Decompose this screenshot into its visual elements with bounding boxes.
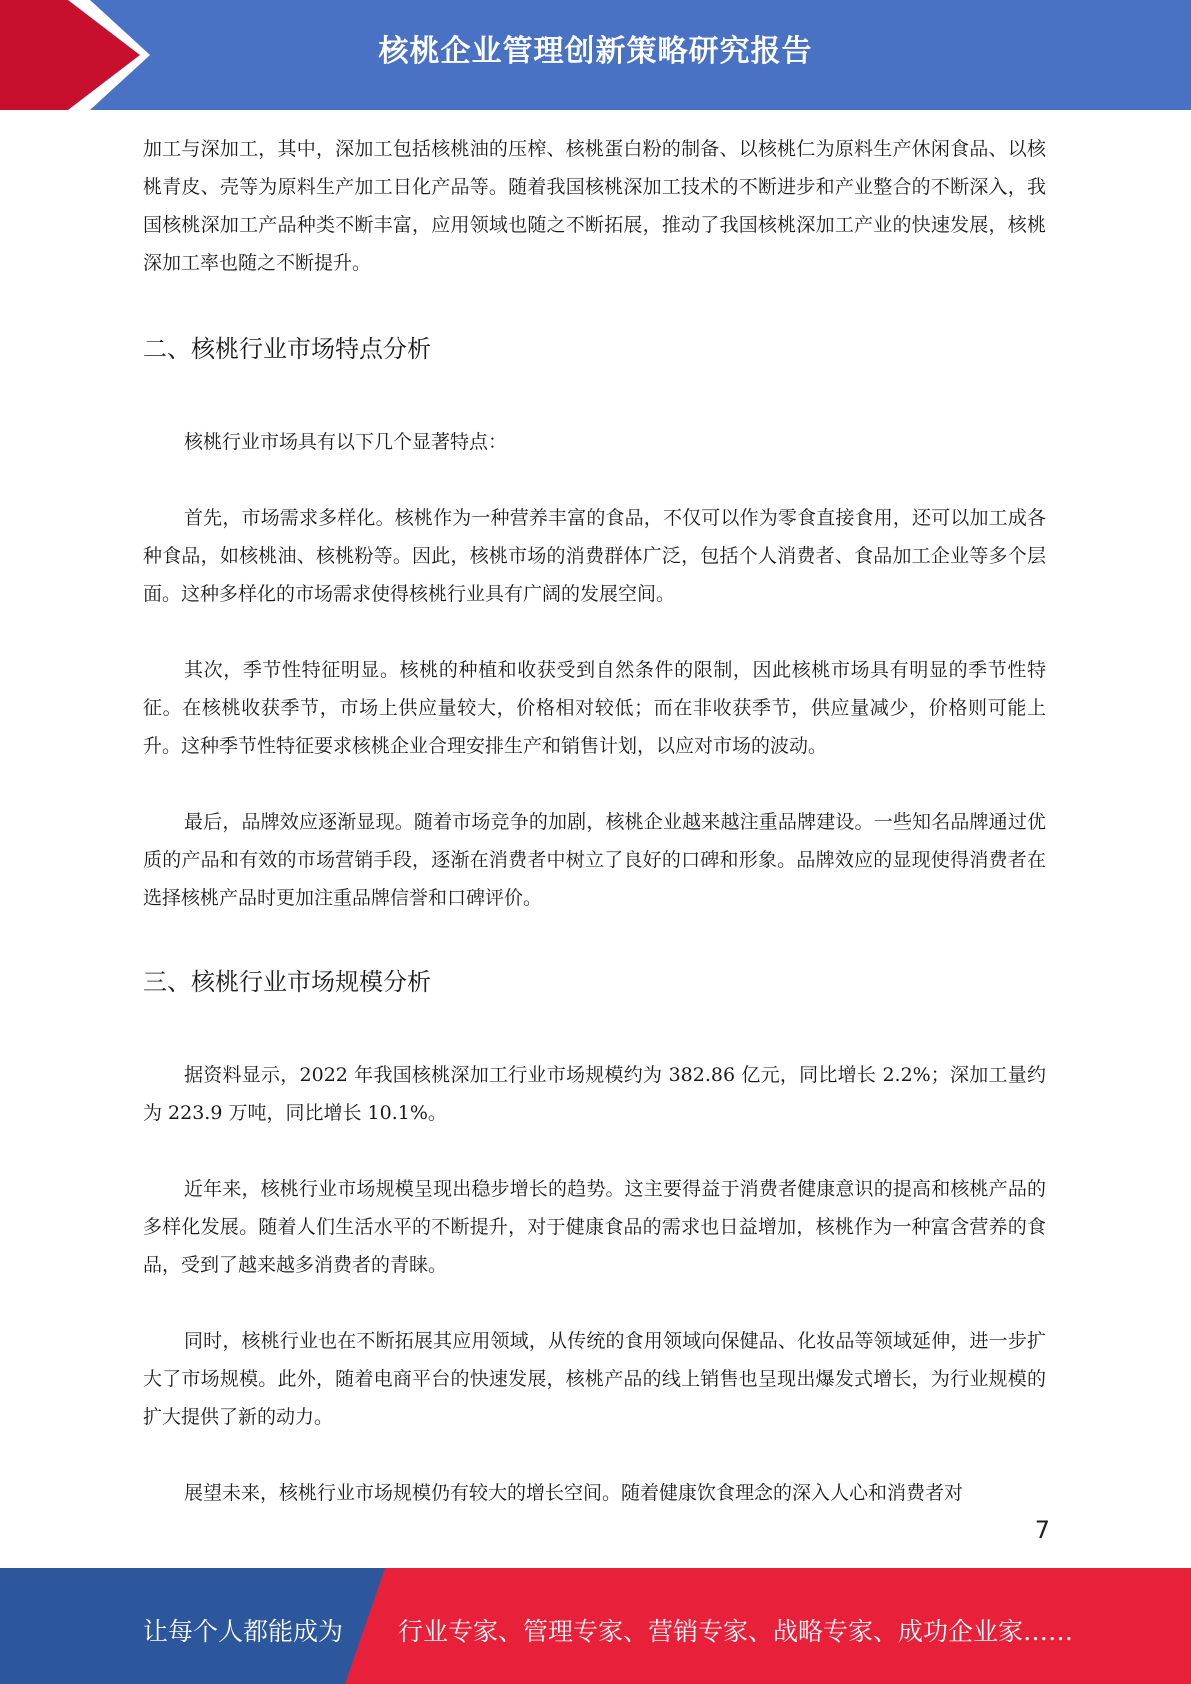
page-header bbox=[0, 0, 1191, 110]
page-footer bbox=[0, 1568, 1191, 1684]
report-title: 核桃企业管理创新策略研究报告 bbox=[378, 34, 813, 69]
footer-slogan-right: 行业专家、管理专家、营销专家、战略专家、成功企业家…… bbox=[398, 1617, 1074, 1646]
body-paragraph: 最后，品牌效应逐渐显现。随着市场竞争的加剧，核桃企业越来越注重品牌建设。一些知名品牌通过优质的产品和有效的市场营销手段，逐渐在消费者中树立了良好的口碑和形象。品牌效应的显现使得消费者在选择核桃产品时更加注重品牌信誉和口碑评价。 bbox=[143, 811, 1046, 909]
page-number: 7 bbox=[1034, 1516, 1050, 1544]
body-paragraph: 展望未来，核桃行业市场规模仍有较大的增长空间。随着健康饮食理念的深入人心和消费者对 bbox=[184, 1482, 964, 1504]
intro-paragraph: 加工与深加工，其中，深加工包括核桃油的压榨、核桃蛋白粉的制备、以核桃仁为原料生产休闲食品、以核桃青皮、壳等为原料生产加工日化产品等。随着我国核桃深加工技术的不断进步和产业整合的不断深入，我国核桃深加工产品种类不断丰富，应用领域也随之不断拓展，推动了我国核桃深加工产业的快速发展，核桃深加工率也随之不断提升。 bbox=[143, 138, 1046, 274]
section-heading-market-scale: 三、核桃行业市场规模分析 bbox=[143, 968, 431, 996]
body-paragraph: 同时，核桃行业也在不断拓展其应用领域，从传统的食用领域向保健品、化妆品等领域延伸，进一步扩大了市场规模。此外，随着电商平台的快速发展，核桃产品的线上销售也呈现出爆发式增长，为行业规模的扩大提供了新的动力。 bbox=[143, 1330, 1046, 1428]
section-heading-market-features: 二、核桃行业市场特点分析 bbox=[143, 335, 431, 363]
body-paragraph: 据资料显示，2022 年我国核桃深加工行业市场规模约为 382.86 亿元，同比增长 2.2%；深加工量约为 223.9 万吨，同比增长 10.1%。 bbox=[143, 1064, 1046, 1124]
body-paragraph: 其次，季节性特征明显。核桃的种植和收获受到自然条件的限制，因此核桃市场具有明显的季节性特征。在核桃收获季节，市场上供应量较大，价格相对较低；而在非收获季节，供应量减少，价格则可能上升。这种季节性特征要求核桃企业合理安排生产和销售计划，以应对市场的波动。 bbox=[143, 659, 1046, 757]
document-body bbox=[143, 130, 1046, 1512]
body-paragraph: 近年来，核桃行业市场规模呈现出稳步增长的趋势。这主要得益于消费者健康意识的提高和核桃产品的多样化发展。随着人们生活水平的不断提升，对于健康食品的需求也日益增加，核桃作为一种富含营养的食品，受到了越来越多消费者的青睐。 bbox=[143, 1178, 1046, 1276]
body-paragraph: 核桃行业市场具有以下几个显著特点： bbox=[184, 431, 508, 453]
footer-slogan-left: 让每个人都能成为 bbox=[143, 1617, 344, 1646]
body-paragraph: 首先，市场需求多样化。核桃作为一种营养丰富的食品，不仅可以作为零食直接食用，还可以加工成各种食品，如核桃油、核桃粉等。因此，核桃市场的消费群体广泛，包括个人消费者、食品加工企业等多个层面。这种多样化的市场需求使得核桃行业具有广阔的发展空间。 bbox=[143, 507, 1046, 605]
